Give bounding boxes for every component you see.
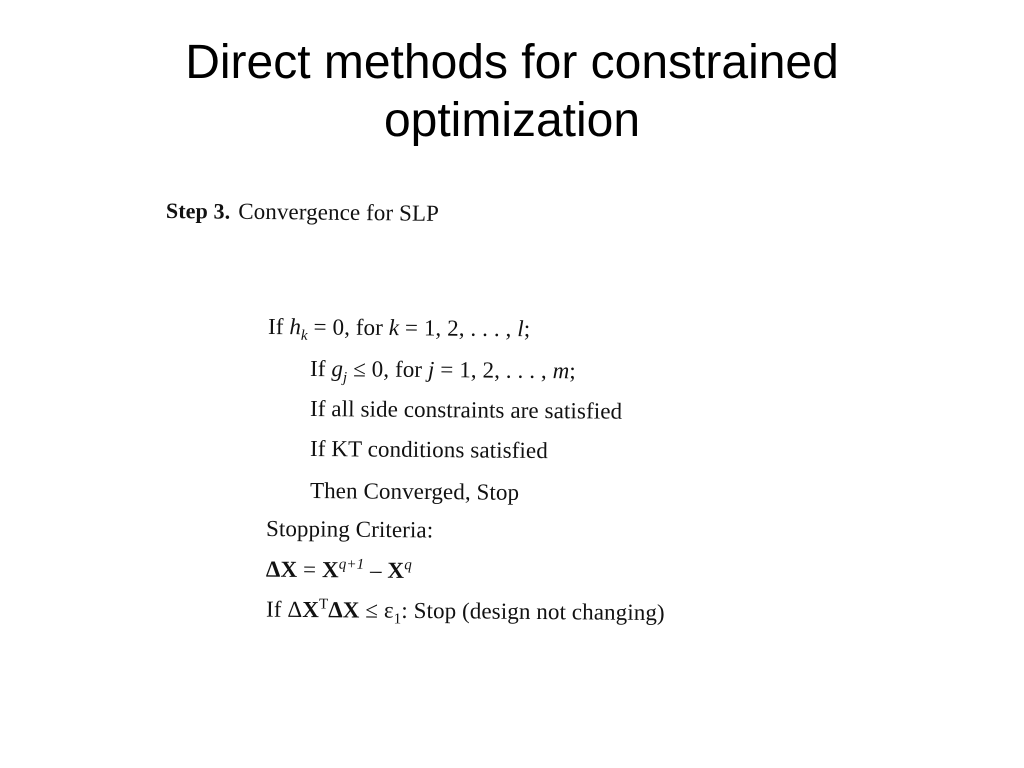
converged-stop: Then Converged, Stop — [309, 478, 520, 505]
text-if: If — [267, 314, 290, 340]
var-x: X — [302, 596, 320, 623]
condition-equality — [268, 314, 531, 347]
var-k: k — [388, 315, 400, 341]
text-range: = 1, 2, . . . , — [399, 315, 518, 342]
var-x: X — [387, 557, 405, 583]
text-minus: – — [364, 557, 388, 583]
condition-kt: If KT conditions satisfied — [309, 436, 548, 464]
text-if: If — [309, 356, 332, 382]
text-stop-note: : Stop (design not changing) — [401, 597, 665, 626]
var-m: m — [552, 358, 570, 384]
text-range: = 1, 2, . . . , — [434, 357, 553, 384]
stop-criterion — [266, 596, 665, 631]
var-x: X — [321, 557, 339, 583]
var-g: g — [331, 356, 344, 382]
condition-inequality — [310, 356, 576, 389]
text-semicolon: ; — [569, 358, 576, 384]
text-eq: = — [297, 556, 323, 583]
step-label: Step 3. — [165, 198, 231, 224]
text-le: ≤ 0, for — [347, 356, 429, 383]
text-semicolon: ; — [523, 316, 531, 342]
scanned-text-excerpt — [160, 188, 780, 638]
stopping-criteria-heading: Stopping Criteria: — [265, 516, 434, 543]
step-heading — [166, 198, 439, 227]
var-l: l — [517, 316, 524, 342]
text-if-delta: If Δ — [265, 596, 303, 622]
step-title: Convergence for SLP — [238, 198, 440, 226]
text-le-epsilon: ≤ ε — [359, 597, 394, 623]
sup-q: q — [404, 557, 412, 574]
text-eq: = 0, for — [307, 314, 389, 341]
sup-t: T — [318, 596, 329, 613]
slide-title-line-2: optimization — [383, 94, 641, 147]
var-h: h — [289, 314, 302, 340]
var-x: X — [342, 597, 360, 623]
sub-1: 1 — [393, 611, 402, 628]
delta-symbol: Δ — [265, 556, 281, 582]
sub-j: j — [342, 369, 348, 386]
sup-q-plus-1: q+1 — [338, 556, 365, 573]
var-j: j — [427, 357, 435, 383]
var-x: X — [280, 556, 298, 582]
delta-x-equation — [266, 556, 412, 584]
condition-side-constraints: If all side constraints are satisfied — [309, 396, 623, 424]
slide-title — [0, 34, 1024, 150]
sub-k: k — [300, 327, 308, 344]
slide-title-line-1: Direct methods for constrained — [185, 36, 839, 89]
delta-symbol: Δ — [328, 597, 343, 623]
